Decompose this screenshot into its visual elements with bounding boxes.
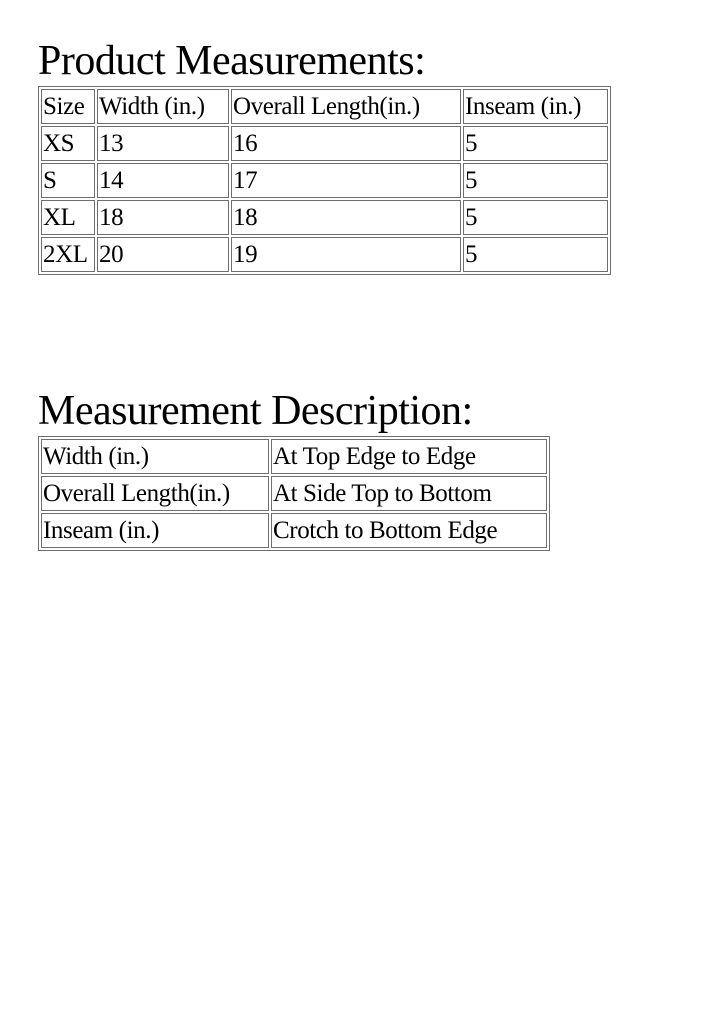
product-measurements-title: Product Measurements: (38, 38, 426, 84)
inseam-cell: 5 (463, 163, 608, 198)
inseam-cell: 5 (463, 237, 608, 272)
width-cell: 18 (97, 200, 229, 235)
table-row (41, 237, 608, 272)
size-cell: 2XL (41, 237, 95, 272)
table-row (41, 513, 547, 548)
table-row (41, 439, 547, 474)
table-row (41, 163, 608, 198)
measurement-description-table (38, 436, 550, 551)
width-cell: 20 (97, 237, 229, 272)
size-cell: XL (41, 200, 95, 235)
measurement-name-cell: Width (in.) (41, 439, 269, 474)
size-cell: S (41, 163, 95, 198)
overall-length-cell: 18 (231, 200, 461, 235)
table-header-row (41, 89, 608, 124)
table-row (41, 476, 547, 511)
header-cell-overall-length: Overall Length(in.) (231, 89, 461, 124)
inseam-cell: 5 (463, 126, 608, 161)
inseam-cell: 5 (463, 200, 608, 235)
header-cell-inseam: Inseam (in.) (463, 89, 608, 124)
width-cell: 14 (97, 163, 229, 198)
measurement-method-cell: At Side Top to Bottom (271, 476, 547, 511)
size-cell: XS (41, 126, 95, 161)
table-row (41, 126, 608, 161)
product-measurements-table (38, 86, 611, 275)
measurement-method-cell: At Top Edge to Edge (271, 439, 547, 474)
measurement-method-cell: Crotch to Bottom Edge (271, 513, 547, 548)
measurement-name-cell: Overall Length(in.) (41, 476, 269, 511)
header-cell-width: Width (in.) (97, 89, 229, 124)
table-row (41, 200, 608, 235)
measurement-description-title: Measurement Description: (38, 388, 473, 434)
overall-length-cell: 16 (231, 126, 461, 161)
header-cell-size: Size (41, 89, 95, 124)
overall-length-cell: 19 (231, 237, 461, 272)
measurement-name-cell: Inseam (in.) (41, 513, 269, 548)
overall-length-cell: 17 (231, 163, 461, 198)
width-cell: 13 (97, 126, 229, 161)
